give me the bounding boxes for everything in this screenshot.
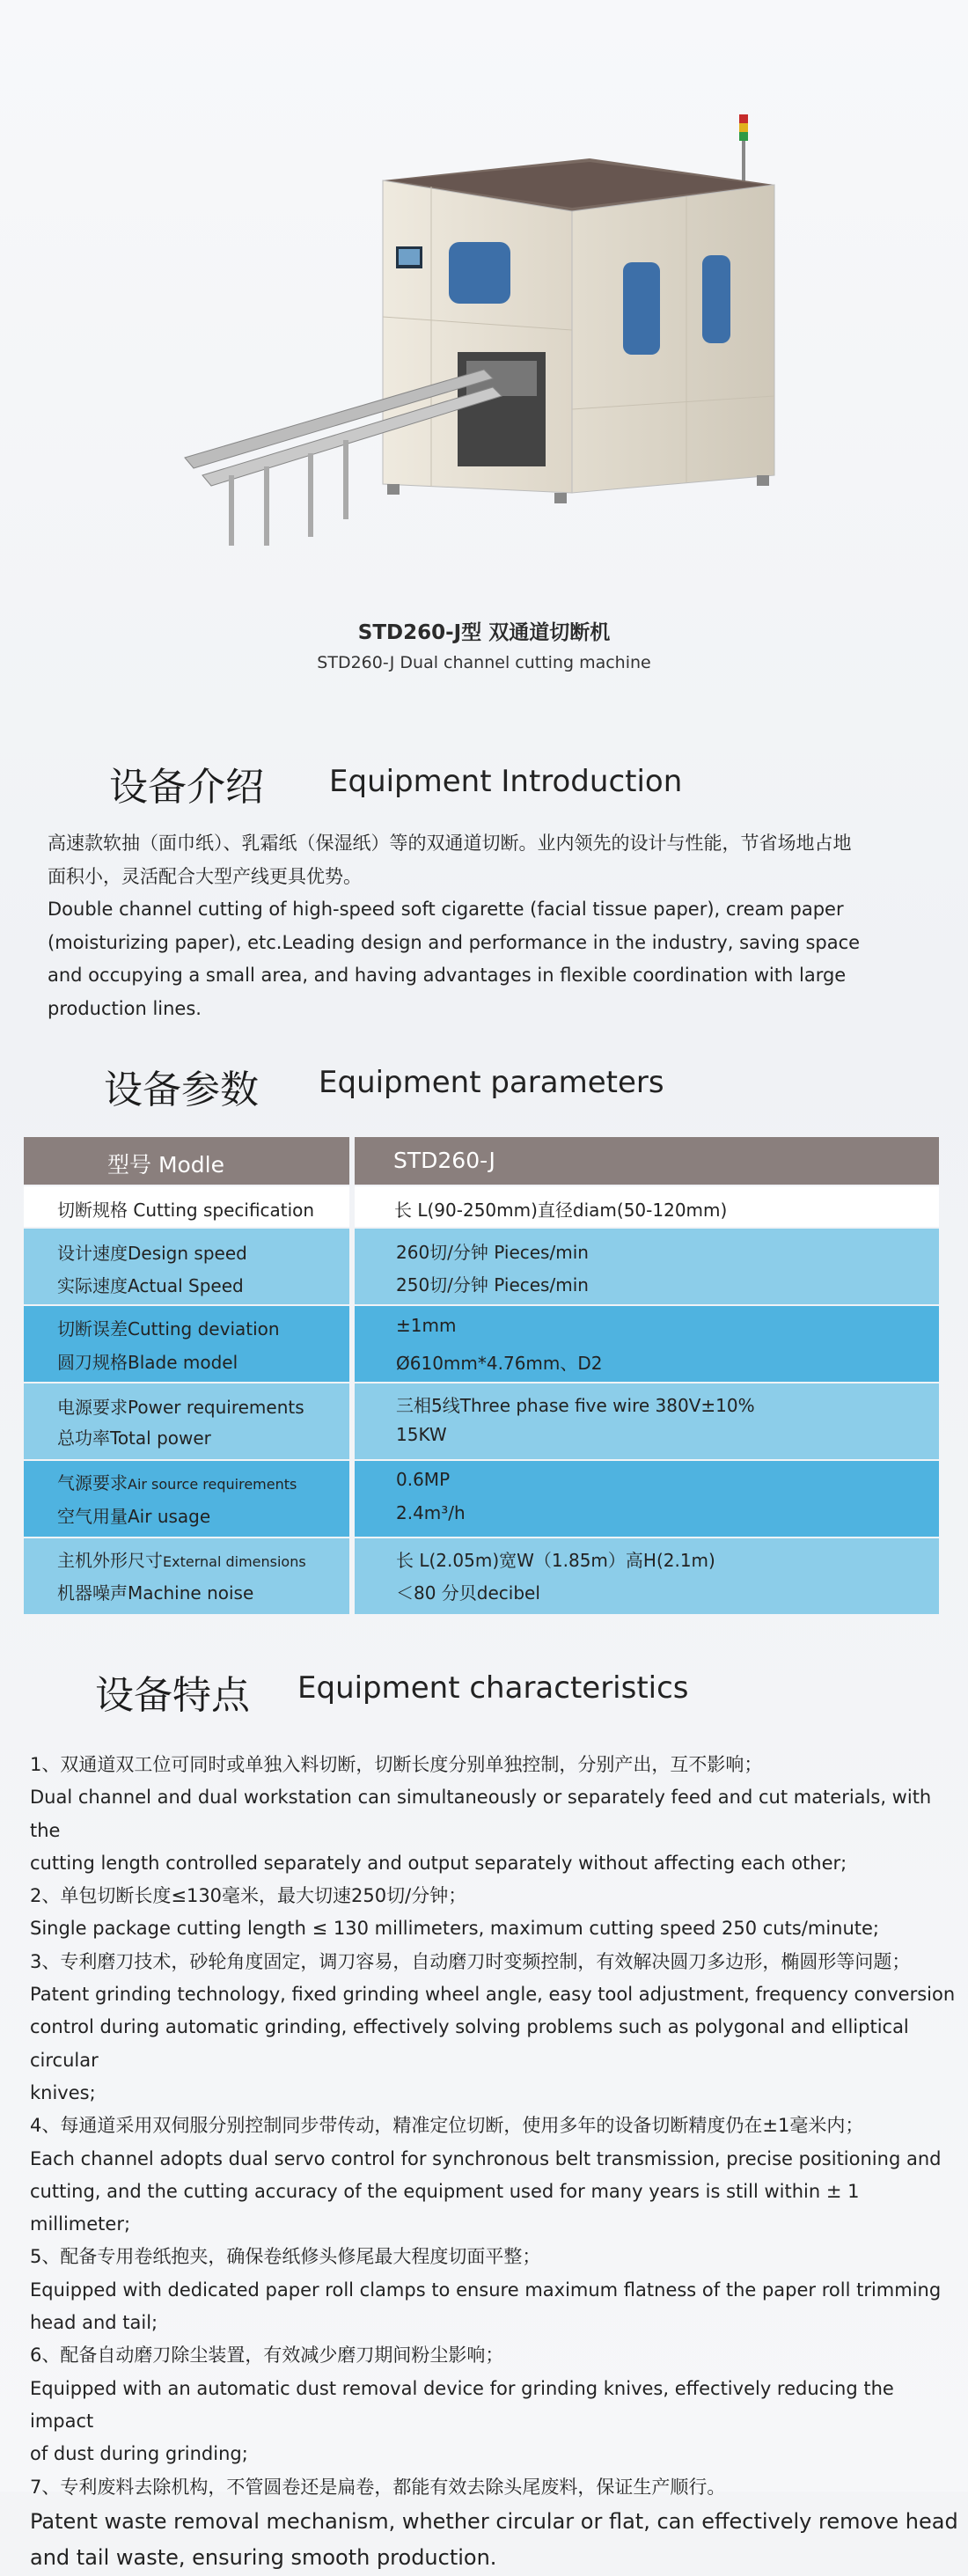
- param-value: 250切/分钟 Pieces/min: [396, 1274, 589, 1295]
- param-label: 设计速度Design speed: [57, 1243, 247, 1264]
- product-caption-en: STD260-J Dual channel cutting machine: [317, 653, 651, 672]
- table-row: [24, 1186, 939, 1227]
- intro-line: (moisturizing paper), etc.Leading design and performance in the industry, saving space: [48, 931, 861, 953]
- feature-line: 3、专利磨刀技术，砂轮角度固定，调刀容易，自动磨刀时变频控制，有效解决圆刀多边形，椭圆形等问题；: [30, 1950, 911, 1972]
- table-header-row: [24, 1137, 939, 1185]
- param-label: 电源要求Power requirements: [57, 1397, 304, 1418]
- feature-line: Patent waste removal mechanism, whether circular or flat, can effectively remove head: [30, 2508, 958, 2534]
- feature-line: Patent grinding technology, fixed grinding wheel angle, easy tool adjustment, frequency conversion: [30, 1984, 956, 2006]
- table-row: [24, 1306, 939, 1382]
- feature-line: 5、配备专用卷纸抱夹，确保卷纸修头修尾最大程度切面平整；: [30, 2246, 541, 2268]
- params-title-cn: 设备参数: [104, 1068, 259, 1112]
- intro-line: 面积小，灵活配合大型产线更具优势。: [48, 865, 362, 887]
- front-window: [449, 242, 510, 304]
- param-value: 三相5线Three phase five wire 380V±10%: [396, 1395, 755, 1416]
- feature-line: 4、每通道采用双伺服分别控制同步带传动，精准定位切断，使用多年的设备切断精度仍在±1毫米内；: [30, 2115, 864, 2137]
- feature-line: Single package cutting length ≤ 130 millimeters, maximum cutting speed 250 cuts/minute;: [30, 1918, 880, 1940]
- param-value: 2.4m³/h: [396, 1502, 466, 1523]
- param-label: 机器噪声Machine noise: [57, 1582, 254, 1604]
- param-value: 长 L(90-250mm)直径diam(50-120mm): [394, 1200, 728, 1221]
- table-row: [24, 1229, 939, 1304]
- params-section-title: [0, 1058, 968, 1111]
- intro-line: and occupying a small area, and having advantages in flexible coordination with large: [48, 965, 847, 986]
- side-window-2: [702, 255, 730, 343]
- param-value: 长 L(2.05m)宽W（1.85m）高H(2.1m): [396, 1550, 715, 1571]
- param-label: 圆刀规格Blade model: [57, 1352, 238, 1373]
- signal-light-yellow: [739, 123, 748, 132]
- intro-section-title: [0, 755, 968, 808]
- feature-line: knives;: [30, 2081, 96, 2103]
- param-value: ＜80 分贝decibel: [396, 1582, 540, 1604]
- intro-line: 高速款软抽（面巾纸）、乳霜纸（保湿纸）等的双通道切断。业内领先的设计与性能，节省场地占地: [48, 833, 852, 854]
- feature-line: of dust during grinding;: [30, 2443, 248, 2465]
- param-value: 0.6MP: [396, 1469, 451, 1490]
- feature-line: 6、配备自动磨刀除尘装置，有效减少磨刀期间粉尘影响；: [30, 2345, 504, 2367]
- signal-light-green: [739, 132, 748, 141]
- param-label: 实际速度Actual Speed: [57, 1275, 244, 1296]
- intro-line: production lines.: [48, 997, 202, 1019]
- feature-line: control during automatic grinding, effectively solving problems such as polygonal and elliptical circular: [30, 2016, 909, 2071]
- feature-line: 2、单包切断长度≤130毫米，最大切速250切/分钟；: [30, 1885, 467, 1907]
- param-label: 空气用量Air usage: [57, 1506, 211, 1527]
- feature-line: 7、专利废料去除机构，不管圆卷还是扁卷，都能有效去除头尾废料，保证生产顺行。: [30, 2476, 726, 2498]
- table-row: [24, 1461, 939, 1537]
- feature-line: cutting, and the cutting accuracy of the equipment used for many years is still within ± 1 millimeter;: [30, 2180, 860, 2235]
- feature-line: and tail waste, ensuring smooth production.: [30, 2544, 497, 2570]
- intro-text: [48, 827, 928, 1025]
- param-label: 总功率Total power: [57, 1427, 211, 1449]
- signal-light-red: [739, 114, 748, 123]
- param-value: 15KW: [396, 1424, 447, 1445]
- param-label: 气源要求Air source requirements: [57, 1472, 297, 1493]
- header-label: 型号 Modle: [107, 1152, 225, 1178]
- param-value: 260切/分钟 Pieces/min: [396, 1242, 589, 1263]
- table-row: [24, 1538, 939, 1614]
- param-value: ±1mm: [396, 1315, 457, 1336]
- features-title-en: Equipment characteristics: [297, 1670, 689, 1706]
- param-label: 切断规格 Cutting specification: [57, 1200, 315, 1221]
- param-value: Ø610mm*4.76mm、D2: [396, 1353, 603, 1374]
- feature-line: Equipped with dedicated paper roll clamps to ensure maximum flatness of the paper roll trimming: [30, 2279, 942, 2301]
- feature-line: cutting length controlled separately and output separately without affecting each other;: [30, 1852, 847, 1874]
- product-caption-cn: STD260-J型 双通道切断机: [357, 621, 611, 644]
- features-section-title: [0, 1663, 968, 1716]
- table-row: [24, 1383, 939, 1459]
- intro-line: Double channel cutting of high-speed soft cigarette (facial tissue paper), cream paper: [48, 899, 844, 920]
- feature-line: head and tail;: [30, 2312, 158, 2334]
- params-title-en: Equipment parameters: [319, 1065, 664, 1100]
- features-title-cn: 设备特点: [95, 1673, 250, 1718]
- intro-title-en: Equipment Introduction: [329, 764, 683, 799]
- header-value: STD260-J: [393, 1148, 495, 1173]
- intro-title-cn: 设备介绍: [109, 765, 264, 810]
- features-text: [30, 1749, 963, 2576]
- feature-line: Equipped with an automatic dust removal device for grinding knives, effectively reducing the impact: [30, 2377, 894, 2432]
- param-label: 切断误差Cutting deviation: [57, 1318, 280, 1339]
- side-window-1: [623, 262, 660, 355]
- feature-line: Each channel adopts dual servo control for synchronous belt transmission, precise positioning and: [30, 2147, 942, 2169]
- param-label: 主机外形尺寸External dimensions: [57, 1550, 306, 1571]
- feature-line: 1、双通道双工位可同时或单独入料切断，切断长度分别单独控制，分别产出，互不影响；: [30, 1754, 763, 1775]
- machine-illustration: [167, 106, 801, 563]
- feature-line: Dual channel and dual workstation can simultaneously or separately feed and cut materials, with the: [30, 1787, 932, 1841]
